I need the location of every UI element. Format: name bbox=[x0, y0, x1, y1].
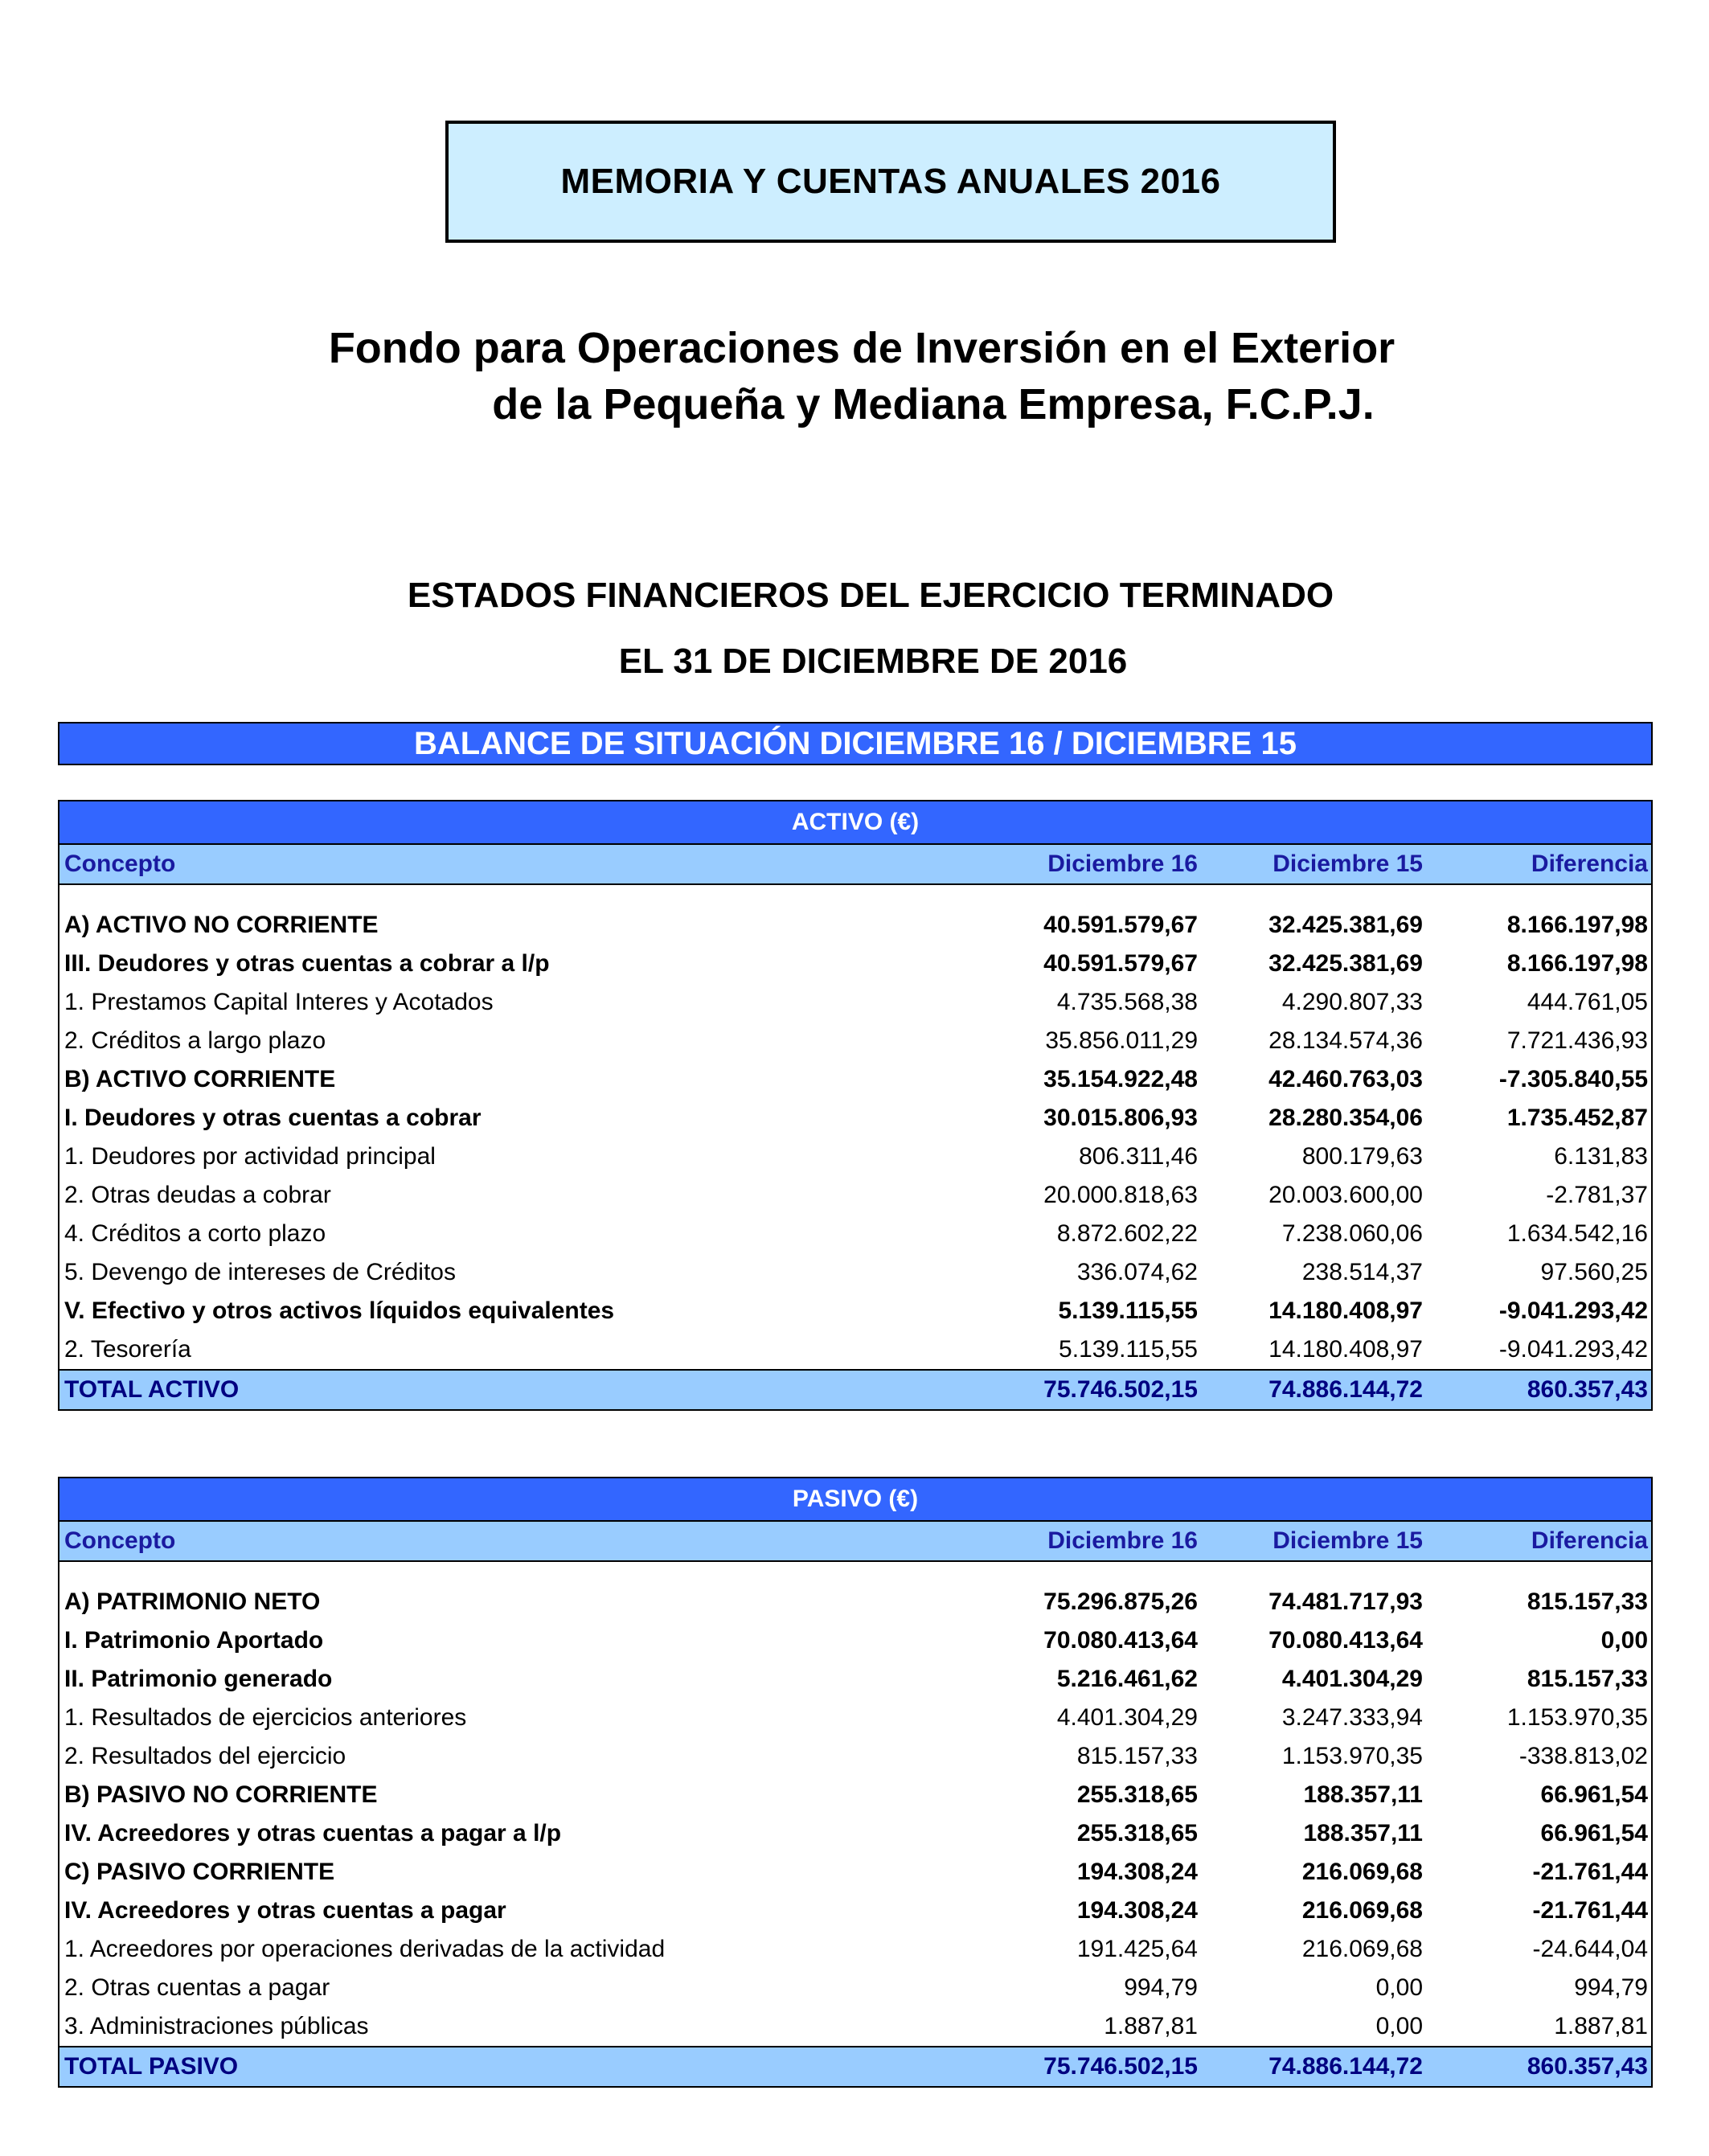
row-dic16: 255.318,65 bbox=[1076, 1820, 1198, 1847]
memoria-title-box bbox=[445, 121, 1336, 243]
row-concepto: 2. Resultados del ejercicio bbox=[64, 1743, 346, 1769]
row-dic16: 8.872.602,22 bbox=[1056, 1220, 1198, 1247]
row-dic16: 35.154.922,48 bbox=[1043, 1066, 1198, 1092]
row-concepto: IV. Acreedores y otras cuentas a pagar bbox=[64, 1897, 506, 1924]
row-diferencia: 66.961,54 bbox=[1540, 1820, 1648, 1847]
row-dic15: 28.280.354,06 bbox=[1268, 1105, 1423, 1131]
row-dic15: 188.357,11 bbox=[1303, 1820, 1423, 1847]
row-dic16: 5.139.115,55 bbox=[1058, 1297, 1198, 1324]
row-dic16: 35.856.011,29 bbox=[1045, 1027, 1198, 1054]
row-diferencia: 1.153.970,35 bbox=[1506, 1704, 1648, 1731]
row-diferencia: 8.166.197,98 bbox=[1506, 912, 1648, 938]
table-row bbox=[59, 1814, 1651, 1853]
statements-heading-line-2: EL 31 DE DICIEMBRE DE 2016 bbox=[618, 641, 1128, 681]
row-dic16: 191.425,64 bbox=[1076, 1936, 1198, 1962]
row-diferencia: -24.644,04 bbox=[1532, 1936, 1648, 1962]
row-dic16: 4.735.568,38 bbox=[1056, 989, 1198, 1015]
row-dic16: 194.308,24 bbox=[1076, 1897, 1198, 1924]
row-dic15: 216.069,68 bbox=[1301, 1936, 1423, 1962]
fund-name bbox=[0, 320, 1709, 432]
row-concepto: C) PASIVO CORRIENTE bbox=[64, 1859, 335, 1885]
table-row bbox=[59, 1660, 1651, 1699]
row-concepto: 4. Créditos a corto plazo bbox=[64, 1220, 326, 1247]
table-row bbox=[59, 1583, 1651, 1621]
row-concepto: II. Patrimonio generado bbox=[64, 1666, 333, 1692]
table-row bbox=[59, 983, 1651, 1022]
row-dic15: 14.180.408,97 bbox=[1268, 1336, 1423, 1363]
row-dic15: 800.179,63 bbox=[1301, 1143, 1423, 1170]
row-dic15: 32.425.381,69 bbox=[1268, 912, 1423, 938]
row-dic15: 238.514,37 bbox=[1301, 1259, 1423, 1285]
row-dic15: 70.080.413,64 bbox=[1268, 1627, 1423, 1654]
row-diferencia: -338.813,02 bbox=[1518, 1743, 1648, 1769]
row-dic15: 74.481.717,93 bbox=[1268, 1588, 1423, 1615]
row-dic16: 30.015.806,93 bbox=[1043, 1105, 1198, 1131]
row-dic16: 806.311,46 bbox=[1079, 1143, 1198, 1170]
header-dic16: Diciembre 16 bbox=[1047, 1527, 1198, 1554]
row-dic15: 4.401.304,29 bbox=[1281, 1666, 1423, 1692]
row-concepto: 2. Tesorería bbox=[64, 1336, 191, 1363]
row-diferencia: 1.634.542,16 bbox=[1506, 1220, 1648, 1247]
row-dic16: 40.591.579,67 bbox=[1043, 950, 1198, 977]
pasivo-table bbox=[58, 1477, 1653, 2088]
row-dic15: 28.134.574,36 bbox=[1268, 1027, 1423, 1054]
total-diferencia: 860.357,43 bbox=[1527, 1376, 1648, 1403]
table-row bbox=[59, 1099, 1651, 1137]
table-row bbox=[59, 945, 1651, 983]
row-dic15: 216.069,68 bbox=[1301, 1897, 1423, 1924]
table-row bbox=[59, 1621, 1651, 1660]
row-dic16: 75.296.875,26 bbox=[1043, 1588, 1198, 1615]
row-dic15: 1.153.970,35 bbox=[1281, 1743, 1423, 1769]
activo-table-title: ACTIVO (€) bbox=[59, 801, 1651, 845]
balance-banner bbox=[58, 722, 1653, 765]
fund-name-line-1: Fondo para Operaciones de Inversión en el Exterior bbox=[328, 324, 1395, 372]
row-diferencia: 994,79 bbox=[1574, 1974, 1648, 2001]
header-dic16: Diciembre 16 bbox=[1047, 851, 1198, 877]
total-diferencia: 860.357,43 bbox=[1527, 2053, 1648, 2080]
row-concepto: III. Deudores y otras cuentas a cobrar a l/p bbox=[64, 950, 550, 977]
header-concepto: Concepto bbox=[64, 1527, 176, 1554]
table-row bbox=[59, 1330, 1651, 1369]
table-row bbox=[59, 1292, 1651, 1330]
table-row bbox=[59, 1853, 1651, 1892]
row-dic15: 32.425.381,69 bbox=[1268, 950, 1423, 977]
balance-banner-text: BALANCE DE SITUACIÓN DICIEMBRE 16 / DICIEMBRE 15 bbox=[414, 725, 1297, 761]
table-row bbox=[59, 1776, 1651, 1814]
row-concepto: IV. Acreedores y otras cuentas a pagar a l/p bbox=[64, 1820, 562, 1847]
row-concepto: 2. Créditos a largo plazo bbox=[64, 1027, 326, 1054]
row-concepto: B) PASIVO NO CORRIENTE bbox=[64, 1781, 378, 1808]
row-dic16: 255.318,65 bbox=[1076, 1781, 1198, 1808]
row-dic16: 5.216.461,62 bbox=[1056, 1666, 1198, 1692]
pasivo-header-row bbox=[59, 1522, 1651, 1562]
row-diferencia: -7.305.840,55 bbox=[1498, 1066, 1648, 1092]
table-row bbox=[59, 1969, 1651, 2007]
header-dic15: Diciembre 15 bbox=[1273, 1527, 1423, 1554]
row-diferencia: 0,00 bbox=[1600, 1627, 1648, 1654]
row-concepto: I. Deudores y otras cuentas a cobrar bbox=[64, 1105, 482, 1131]
table-row bbox=[59, 2007, 1651, 2046]
table-row bbox=[59, 1060, 1651, 1099]
row-dic15: 7.238.060,06 bbox=[1281, 1220, 1423, 1247]
row-diferencia: -21.761,44 bbox=[1532, 1897, 1648, 1924]
row-dic15: 14.180.408,97 bbox=[1268, 1297, 1423, 1324]
table-spacer bbox=[59, 1562, 1651, 1583]
row-dic16: 815.157,33 bbox=[1076, 1743, 1198, 1769]
table-row bbox=[59, 1022, 1651, 1060]
row-concepto: 2. Otras deudas a cobrar bbox=[64, 1182, 331, 1208]
header-dic15: Diciembre 15 bbox=[1273, 851, 1423, 877]
activo-table bbox=[58, 800, 1653, 1411]
row-dic16: 194.308,24 bbox=[1076, 1859, 1198, 1885]
table-row bbox=[59, 1137, 1651, 1176]
row-diferencia: 815.157,33 bbox=[1527, 1588, 1648, 1615]
row-dic15: 4.290.807,33 bbox=[1281, 989, 1423, 1015]
header-concepto: Concepto bbox=[64, 851, 176, 877]
activo-total-row bbox=[59, 1369, 1651, 1409]
row-dic15: 20.003.600,00 bbox=[1268, 1182, 1423, 1208]
row-diferencia: 7.721.436,93 bbox=[1506, 1027, 1648, 1054]
row-concepto: 1. Acreedores por operaciones derivadas de la actividad bbox=[64, 1936, 666, 1962]
row-concepto: B) ACTIVO CORRIENTE bbox=[64, 1066, 336, 1092]
statements-heading bbox=[0, 563, 1709, 695]
row-dic16: 4.401.304,29 bbox=[1056, 1704, 1198, 1731]
pasivo-total-row bbox=[59, 2046, 1651, 2086]
total-concepto: TOTAL ACTIVO bbox=[64, 1376, 240, 1403]
row-concepto: A) PATRIMONIO NETO bbox=[64, 1588, 321, 1615]
table-row bbox=[59, 1215, 1651, 1253]
header-diferencia: Diferencia bbox=[1531, 1527, 1648, 1554]
table-row bbox=[59, 1253, 1651, 1292]
row-diferencia: -9.041.293,42 bbox=[1498, 1336, 1648, 1363]
row-concepto: 1. Deudores por actividad principal bbox=[64, 1143, 436, 1170]
row-diferencia: 97.560,25 bbox=[1540, 1259, 1648, 1285]
row-diferencia: 66.961,54 bbox=[1540, 1781, 1648, 1808]
total-concepto: TOTAL PASIVO bbox=[64, 2053, 239, 2080]
row-diferencia: 6.131,83 bbox=[1554, 1143, 1648, 1170]
row-concepto: 2. Otras cuentas a pagar bbox=[64, 1974, 330, 2001]
row-concepto: I. Patrimonio Aportado bbox=[64, 1627, 324, 1654]
row-concepto: V. Efectivo y otros activos líquidos equivalentes bbox=[64, 1297, 615, 1324]
row-dic16: 1.887,81 bbox=[1104, 2013, 1198, 2039]
row-dic15: 216.069,68 bbox=[1301, 1859, 1423, 1885]
table-row bbox=[59, 1699, 1651, 1737]
table-row bbox=[59, 1892, 1651, 1930]
activo-rows bbox=[59, 906, 1651, 1369]
total-dic16: 75.746.502,15 bbox=[1043, 2053, 1198, 2080]
row-dic15: 0,00 bbox=[1375, 2013, 1423, 2039]
row-dic16: 5.139.115,55 bbox=[1059, 1336, 1198, 1363]
row-dic16: 20.000.818,63 bbox=[1043, 1182, 1198, 1208]
total-dic15: 74.886.144,72 bbox=[1268, 1376, 1423, 1403]
table-row bbox=[59, 1930, 1651, 1969]
activo-header-row bbox=[59, 845, 1651, 885]
memoria-title: MEMORIA Y CUENTAS ANUALES 2016 bbox=[560, 162, 1221, 201]
row-concepto: 1. Prestamos Capital Interes y Acotados bbox=[64, 989, 494, 1015]
row-diferencia: 815.157,33 bbox=[1527, 1666, 1648, 1692]
row-dic15: 42.460.763,03 bbox=[1268, 1066, 1423, 1092]
row-diferencia: 1.735.452,87 bbox=[1506, 1105, 1648, 1131]
table-row bbox=[59, 1737, 1651, 1776]
row-diferencia: 1.887,81 bbox=[1554, 2013, 1648, 2039]
row-diferencia: -2.781,37 bbox=[1546, 1182, 1648, 1208]
header-diferencia: Diferencia bbox=[1531, 851, 1648, 877]
row-dic16: 40.591.579,67 bbox=[1043, 912, 1198, 938]
row-diferencia: 8.166.197,98 bbox=[1506, 950, 1648, 977]
row-dic15: 3.247.333,94 bbox=[1281, 1704, 1423, 1731]
row-diferencia: -9.041.293,42 bbox=[1498, 1297, 1648, 1324]
row-dic15: 0,00 bbox=[1375, 1974, 1423, 2001]
table-row bbox=[59, 1176, 1651, 1215]
pasivo-table-title: PASIVO (€) bbox=[59, 1478, 1651, 1522]
table-spacer bbox=[59, 885, 1651, 906]
row-diferencia: -21.761,44 bbox=[1532, 1859, 1648, 1885]
row-dic16: 336.074,62 bbox=[1076, 1259, 1198, 1285]
table-row bbox=[59, 906, 1651, 945]
row-concepto: 3. Administraciones públicas bbox=[64, 2013, 369, 2039]
row-dic16: 70.080.413,64 bbox=[1043, 1627, 1198, 1654]
row-diferencia: 444.761,05 bbox=[1527, 989, 1648, 1015]
fund-name-line-2: de la Pequeña y Mediana Empresa, F.C.P.J. bbox=[492, 380, 1375, 428]
row-dic15: 188.357,11 bbox=[1303, 1781, 1423, 1808]
total-dic15: 74.886.144,72 bbox=[1268, 2053, 1423, 2080]
row-concepto: 1. Resultados de ejercicios anteriores bbox=[64, 1704, 467, 1731]
statements-heading-line-1: ESTADOS FINANCIEROS DEL EJERCICIO TERMINADO bbox=[407, 576, 1334, 615]
total-dic16: 75.746.502,15 bbox=[1043, 1376, 1198, 1403]
row-concepto: A) ACTIVO NO CORRIENTE bbox=[64, 912, 379, 938]
row-concepto: 5. Devengo de intereses de Créditos bbox=[64, 1259, 456, 1285]
row-dic16: 994,79 bbox=[1124, 1974, 1198, 2001]
pasivo-rows bbox=[59, 1583, 1651, 2046]
